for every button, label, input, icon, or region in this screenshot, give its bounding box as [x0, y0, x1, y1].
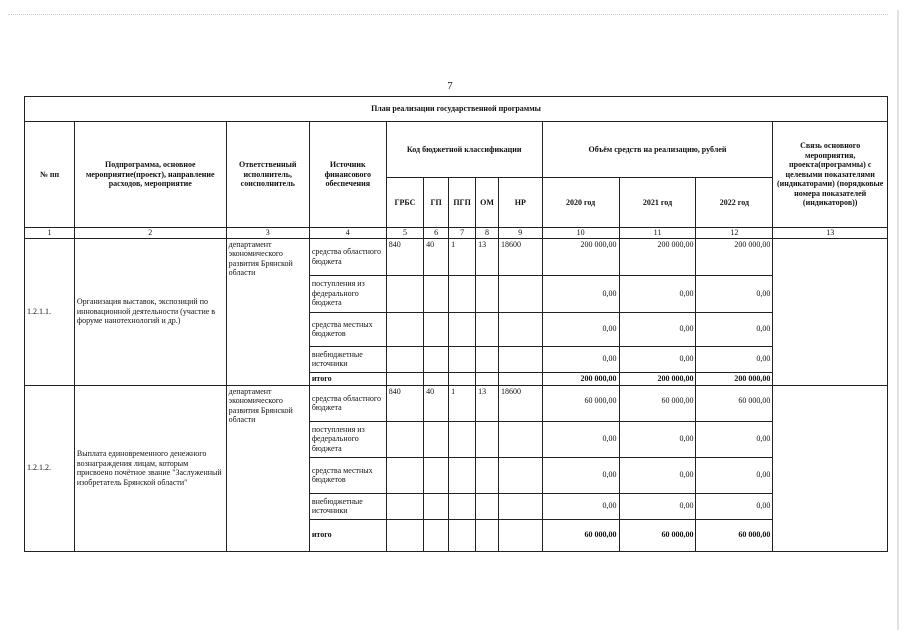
amount-2022: 0,00: [696, 421, 773, 457]
amount-2022: 200 000,00: [696, 238, 773, 275]
row-number: 1.2.1.2.: [25, 385, 75, 551]
code-pgp: 1: [449, 385, 476, 421]
code-gp: [424, 493, 449, 519]
funding-source: внебюджетные источники: [309, 346, 386, 372]
header-funds: Объём средств на реализацию, рублей: [542, 122, 773, 178]
code-pgp: [449, 421, 476, 457]
header-link: Связь основного мероприятия, проекта(программы) с целевыми показателями (индикаторами) (порядковые номера показателей (индикаторов)): [773, 122, 888, 228]
funding-source: средства местных бюджетов: [309, 457, 386, 493]
header-2021: 2021 год: [619, 178, 696, 228]
code-grbs: [386, 421, 423, 457]
column-number: 5: [386, 228, 423, 239]
code-nr: [498, 421, 542, 457]
code-om: [476, 457, 499, 493]
code-grbs: [386, 372, 423, 385]
code-gp: [424, 275, 449, 312]
code-pgp: [449, 519, 476, 551]
header-responsible: Ответственный исполнитель, соисполнитель: [226, 122, 309, 228]
funding-source-total: итого: [309, 519, 386, 551]
column-number: 6: [424, 228, 449, 239]
total-2021: 60 000,00: [619, 519, 696, 551]
code-gp: 40: [424, 238, 449, 275]
plan-table: [24, 96, 888, 552]
column-number: 4: [309, 228, 386, 239]
code-om: 13: [476, 238, 499, 275]
code-grbs: [386, 493, 423, 519]
funding-source: средства местных бюджетов: [309, 312, 386, 346]
amount-2020: 0,00: [542, 312, 619, 346]
code-nr: [498, 312, 542, 346]
header-2022: 2022 год: [696, 178, 773, 228]
code-nr: [498, 346, 542, 372]
code-nr: [498, 457, 542, 493]
amount-2021: 0,00: [619, 457, 696, 493]
amount-2020: 200 000,00: [542, 238, 619, 275]
table-title: План реализации государственной программы: [25, 97, 888, 122]
code-grbs: 840: [386, 385, 423, 421]
code-grbs: 840: [386, 238, 423, 275]
total-2020: 60 000,00: [542, 519, 619, 551]
amount-2020: 60 000,00: [542, 385, 619, 421]
column-number: 8: [476, 228, 499, 239]
code-nr: [498, 493, 542, 519]
activity-name: Организация выставок, экспозиций по инновационной деятельности (участие в форуме нанотехнологий и др.): [74, 238, 226, 385]
code-pgp: [449, 493, 476, 519]
code-om: [476, 346, 499, 372]
code-om: [476, 312, 499, 346]
code-gp: [424, 346, 449, 372]
funding-source: поступления из федерального бюджета: [309, 421, 386, 457]
code-pgp: [449, 457, 476, 493]
code-gp: [424, 421, 449, 457]
code-grbs: [386, 519, 423, 551]
header-grbs: ГРБС: [386, 178, 423, 228]
amount-2021: 0,00: [619, 421, 696, 457]
activity-name: Выплата единовременного денежного вознаграждения лицам, которым присвоено почётное звание "Заслуженный изобретатель Брянской области": [74, 385, 226, 551]
amount-2020: 0,00: [542, 457, 619, 493]
column-number: 9: [498, 228, 542, 239]
code-om: [476, 421, 499, 457]
column-numbers-row: [25, 228, 888, 239]
code-om: 13: [476, 385, 499, 421]
total-2020: 200 000,00: [542, 372, 619, 385]
header-2020: 2020 год: [542, 178, 619, 228]
column-number: 1: [25, 228, 75, 239]
column-number: 12: [696, 228, 773, 239]
code-om: [476, 519, 499, 551]
amount-2022: 0,00: [696, 275, 773, 312]
amount-2022: 0,00: [696, 493, 773, 519]
amount-2020: 0,00: [542, 421, 619, 457]
code-grbs: [386, 457, 423, 493]
code-nr: [498, 275, 542, 312]
code-pgp: [449, 312, 476, 346]
amount-2021: 0,00: [619, 312, 696, 346]
code-grbs: [386, 312, 423, 346]
code-gp: [424, 372, 449, 385]
code-grbs: [386, 346, 423, 372]
header-om: ОМ: [476, 178, 499, 228]
code-nr: [498, 519, 542, 551]
amount-2021: 0,00: [619, 493, 696, 519]
table-row: [25, 238, 888, 275]
amount-2021: 0,00: [619, 275, 696, 312]
row-number: 1.2.1.1.: [25, 238, 75, 385]
funding-source-total: итого: [309, 372, 386, 385]
code-pgp: [449, 275, 476, 312]
amount-2020: 0,00: [542, 275, 619, 312]
amount-2020: 0,00: [542, 493, 619, 519]
code-gp: 40: [424, 385, 449, 421]
code-pgp: [449, 372, 476, 385]
header-gp: ГП: [424, 178, 449, 228]
indicator-link: [773, 385, 888, 551]
amount-2022: 60 000,00: [696, 385, 773, 421]
table-row: [25, 385, 888, 421]
page-number: 7: [447, 80, 453, 92]
amount-2022: 0,00: [696, 457, 773, 493]
code-om: [476, 372, 499, 385]
code-pgp: [449, 346, 476, 372]
amount-2021: 200 000,00: [619, 238, 696, 275]
code-gp: [424, 457, 449, 493]
header-pgp: ПГП: [449, 178, 476, 228]
column-number: 10: [542, 228, 619, 239]
column-number: 13: [773, 228, 888, 239]
code-gp: [424, 519, 449, 551]
column-number: 2: [74, 228, 226, 239]
scan-noise: [8, 14, 888, 19]
funding-source: внебюджетные источники: [309, 493, 386, 519]
amount-2021: 60 000,00: [619, 385, 696, 421]
amount-2021: 0,00: [619, 346, 696, 372]
scan-edge: [897, 10, 899, 630]
funding-source: поступления из федерального бюджета: [309, 275, 386, 312]
code-nr: 18600: [498, 238, 542, 275]
code-grbs: [386, 275, 423, 312]
responsible-executor: департамент экономического развития Брянской области: [226, 238, 309, 385]
amount-2022: 0,00: [696, 312, 773, 346]
code-pgp: 1: [449, 238, 476, 275]
column-number: 3: [226, 228, 309, 239]
amount-2020: 0,00: [542, 346, 619, 372]
column-number: 7: [449, 228, 476, 239]
code-nr: 18600: [498, 385, 542, 421]
code-om: [476, 493, 499, 519]
header-activity: Подпрограмма, основное мероприятие(проект), направление расходов, мероприятие: [74, 122, 226, 228]
total-2022: 60 000,00: [696, 519, 773, 551]
code-nr: [498, 372, 542, 385]
total-2022: 200 000,00: [696, 372, 773, 385]
header-num: № пп: [25, 122, 75, 228]
indicator-link: [773, 238, 888, 385]
total-2021: 200 000,00: [619, 372, 696, 385]
code-gp: [424, 312, 449, 346]
funding-source: средства областного бюджета: [309, 238, 386, 275]
header-nr: НР: [498, 178, 542, 228]
header-source: Источник финансового обеспечения: [309, 122, 386, 228]
code-om: [476, 275, 499, 312]
amount-2022: 0,00: [696, 346, 773, 372]
header-budget-code: Код бюджетной классификации: [386, 122, 542, 178]
column-number: 11: [619, 228, 696, 239]
responsible-executor: департамент экономического развития Брянской области: [226, 385, 309, 551]
funding-source: средства областного бюджета: [309, 385, 386, 421]
